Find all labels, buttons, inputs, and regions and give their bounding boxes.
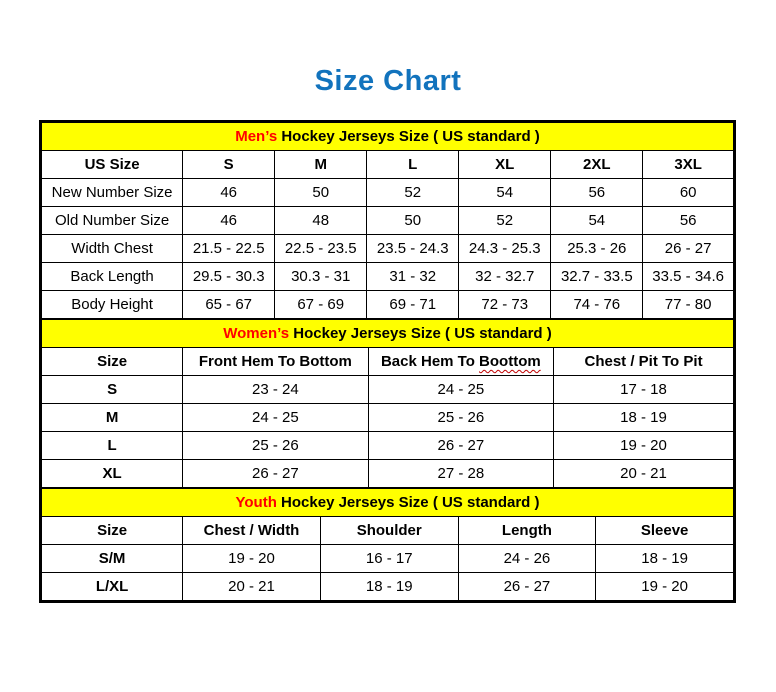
table-row — [42, 376, 734, 404]
row-label: Width Chest — [42, 235, 183, 263]
row-label: Body Height — [42, 291, 183, 319]
section-mens — [41, 122, 734, 319]
row-label: S — [42, 376, 183, 404]
size-value: 32.7 - 33.5 — [551, 263, 643, 291]
row-label: New Number Size — [42, 179, 183, 207]
section-heading-rest: Hockey Jerseys Size ( US standard ) — [289, 325, 552, 342]
column-header-label: 3XL — [674, 156, 702, 173]
size-value: 67 - 69 — [275, 291, 367, 319]
size-value: 29.5 - 30.3 — [183, 263, 275, 291]
size-value: 19 - 20 — [183, 545, 321, 573]
column-header — [368, 348, 553, 376]
table-row — [42, 179, 734, 207]
column-header — [459, 151, 551, 179]
misspelled-word: Boottom — [479, 353, 541, 370]
column-header-label: Chest / Width — [203, 522, 300, 539]
size-value: 33.5 - 34.6 — [643, 263, 734, 291]
size-value: 48 — [275, 207, 367, 235]
table-row — [42, 545, 734, 573]
size-value: 21.5 - 22.5 — [183, 235, 275, 263]
size-value: 46 — [183, 207, 275, 235]
size-value: 25 - 26 — [368, 404, 553, 432]
section-heading-rest: Hockey Jerseys Size ( US standard ) — [276, 494, 540, 511]
column-header-label: Front Hem To Bottom — [198, 353, 352, 370]
size-value: 32 - 32.7 — [459, 263, 551, 291]
page-title: Size Chart — [314, 65, 462, 97]
table-row — [42, 207, 734, 235]
column-header — [551, 151, 643, 179]
column-header-label: Back Hem To — [380, 353, 480, 370]
column-header — [183, 151, 275, 179]
size-value: 18 - 19 — [320, 573, 458, 601]
size-value: 72 - 73 — [459, 291, 551, 319]
column-header — [275, 151, 367, 179]
row-label: Back Length — [42, 263, 183, 291]
column-header-label: Size — [97, 522, 128, 539]
row-label: L/XL — [42, 573, 183, 601]
row-label: XL — [42, 460, 183, 488]
table-row — [42, 573, 734, 601]
size-value: 23.5 - 24.3 — [367, 235, 459, 263]
column-header-label: XL — [495, 156, 515, 173]
size-value: 19 - 20 — [554, 432, 734, 460]
size-value: 74 - 76 — [551, 291, 643, 319]
size-value: 65 - 67 — [183, 291, 275, 319]
size-value: 19 - 20 — [596, 573, 734, 601]
size-value: 26 - 27 — [643, 235, 734, 263]
column-header — [643, 151, 734, 179]
section-heading-womens — [42, 320, 734, 348]
column-header-label: S — [223, 156, 234, 173]
section-heading-highlight: Men’s — [235, 128, 278, 145]
size-value: 20 - 21 — [183, 573, 321, 601]
section-heading-highlight: Youth — [235, 494, 277, 511]
column-header — [42, 151, 183, 179]
size-value: 56 — [643, 207, 734, 235]
size-value: 30.3 - 31 — [275, 263, 367, 291]
table-row — [42, 291, 734, 319]
row-label: S/M — [42, 545, 183, 573]
size-value: 17 - 18 — [554, 376, 734, 404]
size-value: 50 — [367, 207, 459, 235]
size-value: 26 - 27 — [368, 432, 553, 460]
column-header-label: Shoulder — [356, 522, 422, 539]
size-value: 22.5 - 23.5 — [275, 235, 367, 263]
column-header — [42, 517, 183, 545]
size-value: 52 — [367, 179, 459, 207]
column-header — [458, 517, 596, 545]
size-value: 20 - 21 — [554, 460, 734, 488]
size-value: 24 - 26 — [458, 545, 596, 573]
size-value: 54 — [551, 207, 643, 235]
size-value: 23 - 24 — [183, 376, 368, 404]
size-value: 50 — [275, 179, 367, 207]
size-value: 18 - 19 — [554, 404, 734, 432]
table-row — [42, 235, 734, 263]
row-label: Old Number Size — [42, 207, 183, 235]
size-value: 31 - 32 — [367, 263, 459, 291]
column-header — [42, 348, 183, 376]
size-value: 25.3 - 26 — [551, 235, 643, 263]
column-header — [183, 348, 368, 376]
column-header — [554, 348, 734, 376]
size-value: 25 - 26 — [183, 432, 368, 460]
size-value: 26 - 27 — [458, 573, 596, 601]
column-header-label: M — [314, 156, 327, 173]
size-value: 24 - 25 — [183, 404, 368, 432]
section-heading-mens — [42, 123, 734, 151]
column-header-label: Length — [501, 522, 552, 539]
size-value: 24 - 25 — [368, 376, 553, 404]
section-heading-rest: Hockey Jerseys Size ( US standard ) — [277, 128, 540, 145]
size-value: 60 — [643, 179, 734, 207]
size-value: 24.3 - 25.3 — [459, 235, 551, 263]
column-header-label: 2XL — [583, 156, 611, 173]
section-heading-youth — [42, 489, 734, 517]
row-label: M — [42, 404, 183, 432]
table-row — [42, 432, 734, 460]
column-header-label: Sleeve — [640, 522, 689, 539]
column-header — [320, 517, 458, 545]
table-row — [42, 263, 734, 291]
size-value: 26 - 27 — [183, 460, 368, 488]
size-value: 18 - 19 — [596, 545, 734, 573]
section-heading-highlight: Women’s — [223, 325, 290, 342]
column-header — [596, 517, 734, 545]
column-header — [183, 517, 321, 545]
column-header — [367, 151, 459, 179]
size-value: 77 - 80 — [643, 291, 734, 319]
size-value: 52 — [459, 207, 551, 235]
column-header-label: US Size — [84, 156, 140, 173]
size-value: 27 - 28 — [368, 460, 553, 488]
size-value: 69 - 71 — [367, 291, 459, 319]
size-value: 16 - 17 — [320, 545, 458, 573]
table-row — [42, 460, 734, 488]
size-value: 56 — [551, 179, 643, 207]
row-label: L — [42, 432, 183, 460]
column-header-label: L — [408, 156, 418, 173]
section-youth — [41, 488, 734, 601]
section-womens — [41, 319, 734, 488]
size-chart-table — [39, 120, 736, 603]
size-value: 54 — [459, 179, 551, 207]
size-value: 46 — [183, 179, 275, 207]
column-header-label: Chest / Pit To Pit — [584, 353, 703, 370]
column-header-label: Size — [97, 353, 128, 370]
table-row — [42, 404, 734, 432]
